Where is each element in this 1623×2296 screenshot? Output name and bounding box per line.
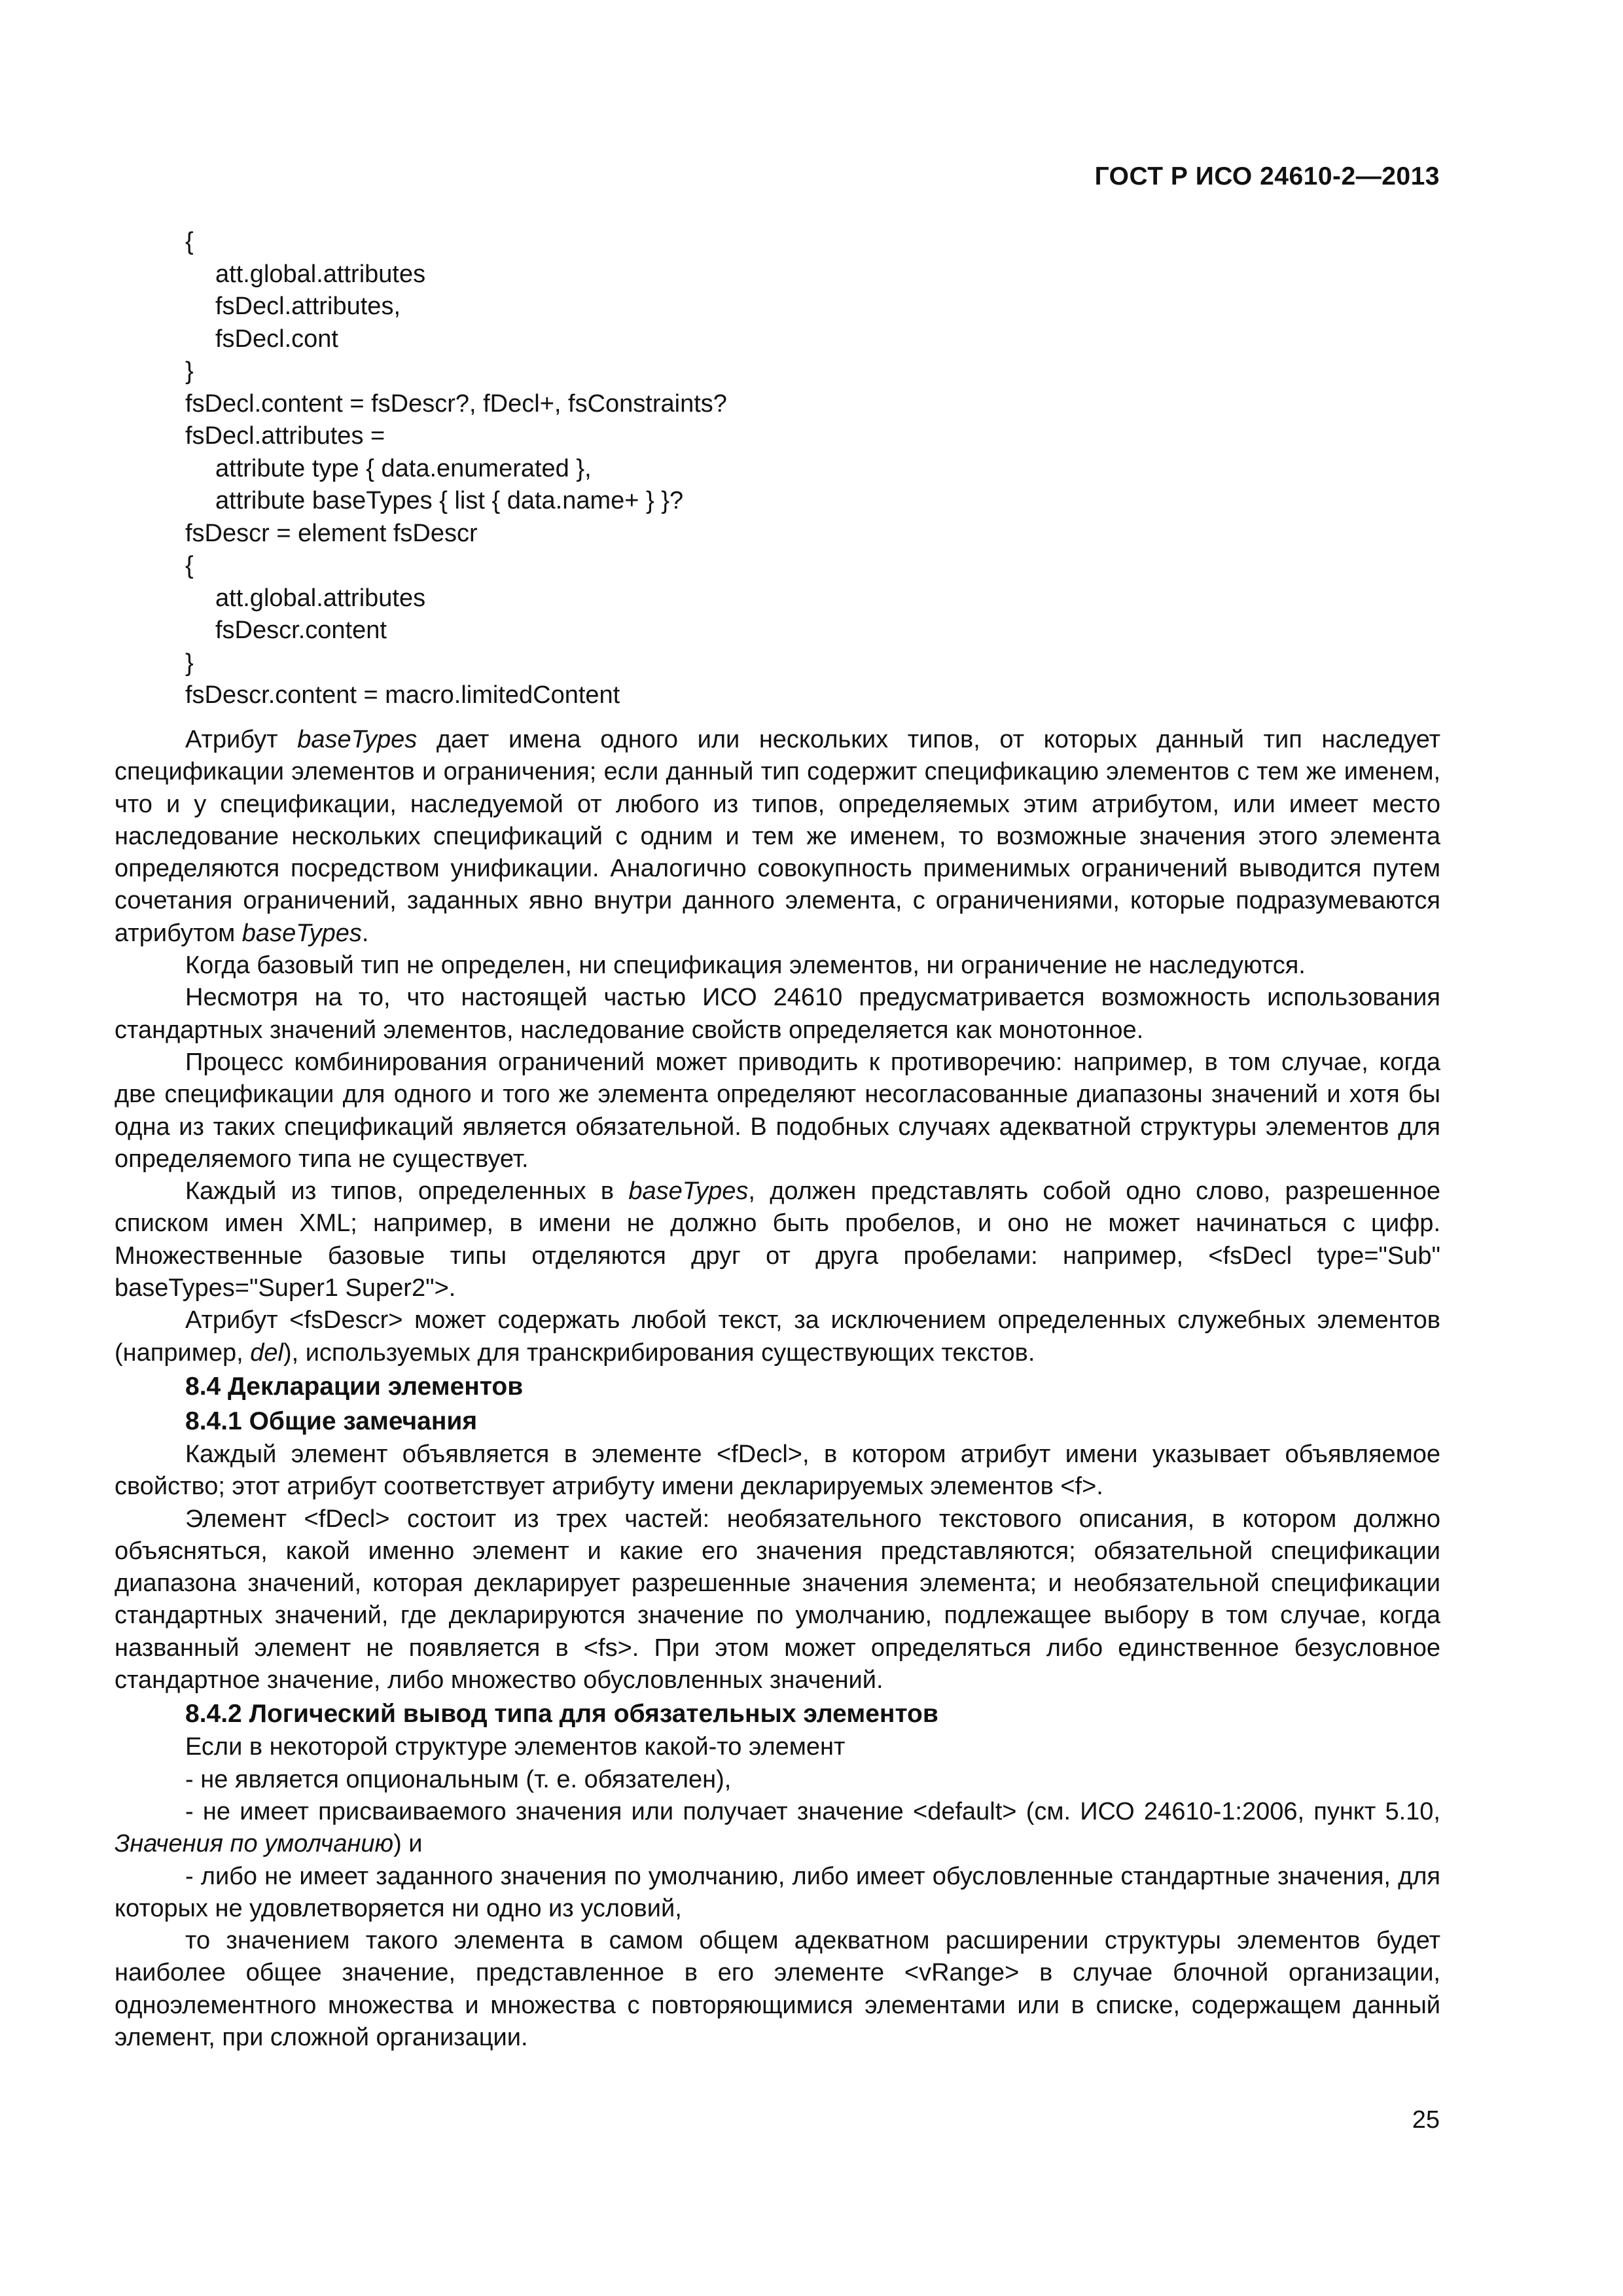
paragraph	[115, 1304, 1440, 1369]
italic-term: baseTypes	[628, 1177, 749, 1206]
code-line: fsDecl.attributes =	[185, 422, 385, 450]
italic-term: baseTypes	[297, 726, 418, 753]
paragraph-basetypes-attribute	[115, 724, 1440, 950]
code-line: }	[185, 649, 194, 677]
italic-term: baseTypes	[241, 919, 362, 947]
paragraph: Когда базовый тип не определен, ни спецификация элементов, ни ограничение не наследуются.	[185, 952, 1306, 980]
standard-designation: ГОСТ Р ИСО 24610-2—2013	[1094, 162, 1440, 190]
text-run: - не имеет присваиваемого значения или получает значение <default> (см. ИСО 24610-1:2006, пункт 5.10,	[185, 1797, 1440, 1825]
paragraph: то значением такого элемента в самом общем адекватном расширении структуры элементов будет наиболее общее значение, представленное в его элементе <vRange> в случае блочной организации, одноэлементного множества и множества с повторяющимися элементами или в списке, содержащем данный элемент, при сложной организации.	[115, 1927, 1440, 2051]
text-run: Атрибут	[185, 726, 298, 753]
code-line: attribute type { data.enumerated },	[215, 454, 592, 482]
section-heading-8-4-1: 8.4.1 Общие замечания	[185, 1407, 478, 1435]
text-run: ), используемых для транскрибирования существующих текстов.	[283, 1338, 1035, 1367]
code-line: fsDescr.content = macro.limitedContent	[185, 681, 620, 709]
italic-term: Значения по умолчанию	[115, 1830, 394, 1858]
list-item	[115, 1796, 1440, 1861]
code-line: fsDecl.content = fsDescr?, fDecl+, fsConstraints?	[185, 389, 727, 418]
code-line: {	[185, 228, 194, 255]
section-heading-8-4: 8.4 Декларации элементов	[185, 1372, 524, 1401]
list-item: - не является опциональным (т. е. обязателен),	[185, 1765, 732, 1793]
paragraph: Каждый элемент объявляется в элементе <fDecl>, в котором атрибут имени указывает объявляемое свойство; этот атрибут соответствует атрибуту имени декларируемых элементов <f>.	[115, 1440, 1440, 1501]
code-line: fsDescr = element fsDescr	[185, 519, 478, 547]
code-line: att.global.attributes	[215, 584, 426, 612]
code-line: fsDescr.content	[215, 617, 387, 644]
paragraph: Процесс комбинирования ограничений может приводить к противоречию: например, в том случае, когда две спецификации для одного и того же элемента определяют несогласованные диапазоны значений и хотя бы одна из таких спецификаций является обязательной. В подобных случаях адекватной структуры элементов для определяемого типа не существует.	[115, 1048, 1440, 1173]
code-listing	[185, 226, 1429, 712]
italic-term: del	[250, 1338, 283, 1367]
section-heading-8-4-2: 8.4.2 Логический вывод типа для обязательных элементов	[185, 1700, 938, 1729]
paragraph: Если в некоторой структуре элементов какой-то элемент	[185, 1733, 846, 1761]
paragraph	[115, 1175, 1440, 1304]
code-line: attribute baseTypes { list { data.name+ } }?	[215, 487, 684, 514]
code-line: }	[185, 357, 194, 385]
text-run: Атрибут <fsDescr> может содержать любой текст, за исключением определенных служебных элементов (например,	[115, 1306, 1440, 1367]
text-run: дает имена одного или нескольких типов, от которых данный тип наследует спецификации элементов и ограничения; если данный тип содержит спецификацию элементов с тем же именем, что и у спецификации, наследуемой от любого из типов, определяемых этим атрибутом, или имеет место наследование нескольких спецификаций с одним и тем же именем, то возможные значения этого элемента определяются посредством унификации. Аналогично совокупность применимых ограничений выводится путем сочетания ограничений, заданных явно внутри данного элемента, с ограничениями, которые подразумеваются атрибутом	[115, 726, 1441, 947]
text-run: , должен представлять собой одно слово, разрешенное списком имен XML; например, в имени не должно быть пробелов, и оно не может начинаться с цифр. Множественные базовые типы отделяются друг от друга пробелами: например, <fsDecl type="Sub" baseTypes="Super1 Super2">.	[115, 1177, 1440, 1302]
text-run: .	[361, 919, 369, 947]
paragraph: Элемент <fDecl> состоит из трех частей: необязательного текстового описания, в котором должно объясняться, какой именно элемент и какие его значения представляются; обязательной спецификации диапазона значений, которая декларирует разрешенные значения элемента; и необязательной спецификации стандартных значений, где декларируются значение по умолчанию, подлежащее выбору в том случае, когда названный элемент не появляется в <fs>. При этом может определяться либо единственное безусловное стандартное значение, либо множество обусловленных значений.	[115, 1505, 1440, 1695]
list-item: - либо не имеет заданного значения по умолчанию, либо имеет обусловленные стандартные значения, для которых не удовлетворяется ни одно из условий,	[115, 1862, 1440, 1922]
code-line: {	[185, 552, 194, 579]
code-line: fsDecl.cont	[215, 325, 338, 353]
text-run: Каждый из типов, определенных в	[185, 1177, 629, 1206]
text-run: ) и	[393, 1830, 423, 1858]
paragraph: Несмотря на то, что настоящей частью ИСО 24610 предусматривается возможность использования стандартных значений элементов, наследование свойств определяется как монотонное.	[115, 984, 1440, 1044]
code-line: fsDecl.attributes,	[215, 293, 401, 320]
page-number: 25	[1412, 2106, 1440, 2134]
code-line: att.global.attributes	[215, 260, 426, 288]
body-text	[115, 724, 1440, 2054]
